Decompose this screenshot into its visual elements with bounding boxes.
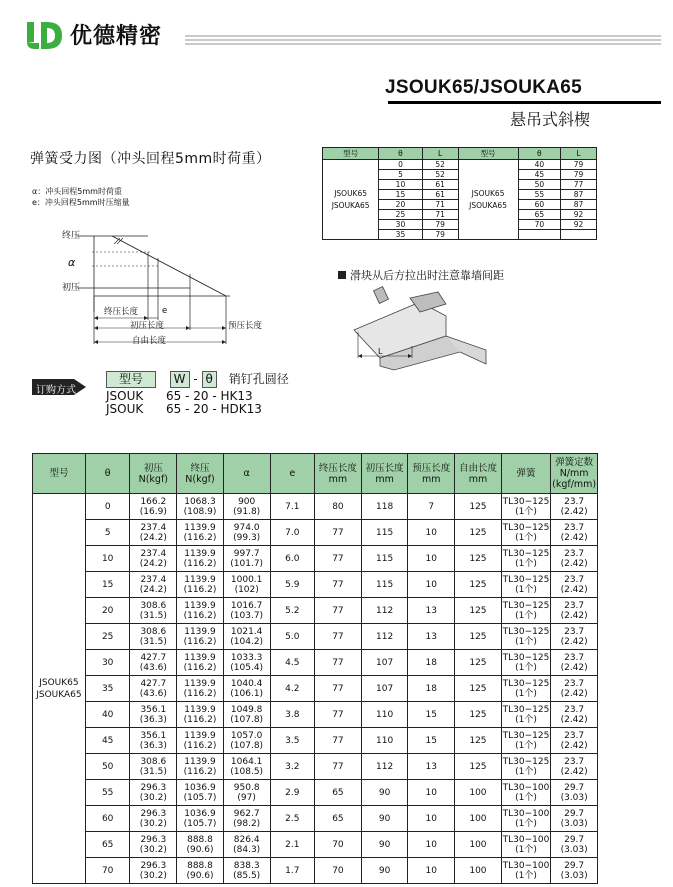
table-cell: 13 [408,624,455,650]
table-cell: 23.7 (2.42) [551,702,598,728]
model-cell: JSOUK65 JSOUKA65 [323,160,379,240]
legend-e: e：冲头回程5mm时压缩量 [32,198,130,207]
table-cell: 356.1 (36.3) [130,702,177,728]
table-cell: 90 [361,858,408,884]
table-cell: 35 [379,230,423,240]
table-cell: 40 [85,702,130,728]
table-cell: 308.6 (31.5) [130,754,177,780]
table-cell: 77 [561,180,597,190]
table-cell: 10 [408,832,455,858]
table-cell: 166.2 (16.9) [130,494,177,520]
spring-spec-table [32,453,598,884]
table-cell: 61 [422,190,458,200]
table-cell: 45 [518,170,561,180]
table-cell: 29.7 (3.03) [551,806,598,832]
table-cell: 900 (91.8) [223,494,270,520]
table-cell: TL30−125 (1个) [501,728,550,754]
table-cell: TL30−100 (1个) [501,832,550,858]
wall-clearance-note: 滑块从后方拉出时注意靠墙间距 [338,267,504,283]
angle-length-table [322,147,597,240]
table-cell: 23.7 (2.42) [551,624,598,650]
table-cell: 10 [408,572,455,598]
label-final-length: 终压长度 [104,307,139,317]
table-row [33,598,598,624]
table-cell: 100 [455,806,502,832]
table-cell: 10 [408,780,455,806]
table-cell: 65 [315,780,362,806]
column-header: 型号 [33,454,86,494]
table-cell: 826.4 (84.3) [223,832,270,858]
table-cell: 1033.3 (105.4) [223,650,270,676]
table-cell: 65 [85,832,130,858]
table-cell: 125 [455,546,502,572]
table-cell: 79 [561,170,597,180]
ordering-example: JSOUK 65 - 20 - HK13 [106,389,253,403]
table-cell: 308.6 (31.5) [130,624,177,650]
table-cell: 90 [361,780,408,806]
table-cell: 115 [361,546,408,572]
table-cell: 13 [408,598,455,624]
table-cell: 110 [361,728,408,754]
table-cell: 5 [379,170,423,180]
table-cell: 1.7 [270,858,315,884]
table-cell: 107 [361,676,408,702]
table-cell: 1139.9 (116.2) [177,702,224,728]
table-cell: TL30−125 (1个) [501,624,550,650]
table-row [33,754,598,780]
header-stripes [185,35,661,47]
table-row [33,728,598,754]
table-cell: 125 [455,702,502,728]
table-cell: 77 [315,676,362,702]
table-cell: 77 [315,520,362,546]
table-cell: 4.2 [270,676,315,702]
table-cell: 1036.9 (105.7) [177,806,224,832]
table-cell: 70 [315,832,362,858]
table-cell: 237.4 (24.2) [130,520,177,546]
col-model: 型号 [458,148,518,160]
table-cell: 79 [422,230,458,240]
table-row [33,806,598,832]
table-cell: 52 [422,170,458,180]
table-cell: 60 [85,806,130,832]
table-row [33,624,598,650]
table-cell: 79 [561,160,597,170]
ordering-code [106,370,289,416]
table-cell: 974.0 (99.3) [223,520,270,546]
table-cell: 1139.9 (116.2) [177,624,224,650]
table-cell: 65 [315,806,362,832]
table-cell: TL30−125 (1个) [501,676,550,702]
table-cell: 5 [85,520,130,546]
table-cell: 2.1 [270,832,315,858]
table-cell: 1139.9 (116.2) [177,676,224,702]
table-cell: TL30−100 (1个) [501,780,550,806]
table-cell: 23.7 (2.42) [551,598,598,624]
company-logo [27,20,63,50]
table-cell: 18 [408,650,455,676]
table-cell: 25 [85,624,130,650]
table-cell: 125 [455,598,502,624]
table-cell: TL30−125 (1个) [501,520,550,546]
table-cell: 125 [455,624,502,650]
table-cell: TL30−125 (1个) [501,650,550,676]
table-cell: 100 [455,780,502,806]
table-cell: 20 [379,200,423,210]
table-row [33,702,598,728]
table-cell: 237.4 (24.2) [130,546,177,572]
table-cell: 112 [361,598,408,624]
column-header: θ [85,454,130,494]
table-cell: 10 [379,180,423,190]
product-model-title: JSOUK65/JSOUKA65 [385,77,582,98]
title-underline [388,101,661,104]
table-cell: 950.8 (97) [223,780,270,806]
table-cell: 10 [408,858,455,884]
table-cell: 80 [315,494,362,520]
label-initial-pressure: 初压 [62,283,81,293]
table-cell: 90 [361,806,408,832]
table-cell: 888.8 (90.6) [177,858,224,884]
table-cell: 23.7 (2.42) [551,520,598,546]
legend-alpha: α：冲头回程5mm时荷重 [32,187,122,196]
table-cell: 23.7 (2.42) [551,728,598,754]
table-cell: 29.7 (3.03) [551,858,598,884]
table-cell: 23.7 (2.42) [551,676,598,702]
col-theta: θ [379,148,423,160]
table-cell: 15 [379,190,423,200]
table-cell: 296.3 (30.2) [130,832,177,858]
table-cell: 15 [408,702,455,728]
table-cell: 55 [518,190,561,200]
table-cell: 1139.9 (116.2) [177,598,224,624]
table-cell: 1139.9 (116.2) [177,728,224,754]
table-cell: 427.7 (43.6) [130,676,177,702]
table-cell: 87 [561,190,597,200]
table-cell: 6.0 [270,546,315,572]
table-cell: 29.7 (3.03) [551,832,598,858]
table-row [33,780,598,806]
model-cell: JSOUK65 JSOUKA65 [458,160,518,240]
table-cell: 79 [422,220,458,230]
dimension-l-label: L [378,347,383,356]
table-cell: 77 [315,546,362,572]
table-cell: 125 [455,754,502,780]
table-cell: 1049.8 (107.8) [223,702,270,728]
model-cell: JSOUK65 JSOUKA65 [33,494,86,884]
table-cell: 92 [561,210,597,220]
table-cell: 0 [85,494,130,520]
table-cell: 92 [561,220,597,230]
table-cell: 23.7 (2.42) [551,546,598,572]
table-cell: 10 [408,520,455,546]
column-header: 弹簧定数 N/mm (kgf/mm) [551,454,598,494]
table-cell: 125 [455,728,502,754]
column-header: 终压长度 mm [315,454,362,494]
table-cell: 25 [379,210,423,220]
table-cell: 29.7 (3.03) [551,780,598,806]
table-cell: 65 [518,210,561,220]
table-cell: 118 [361,494,408,520]
table-cell: 1021.4 (104.2) [223,624,270,650]
table-cell: 296.3 (30.2) [130,806,177,832]
ordering-example: JSOUK 65 - 20 - HDK13 [106,402,262,416]
table-cell: 237.4 (24.2) [130,572,177,598]
table-cell: 308.6 (31.5) [130,598,177,624]
table-cell: 70 [85,858,130,884]
table-cell: 1036.9 (105.7) [177,780,224,806]
table-cell: 112 [361,754,408,780]
table-row [33,494,598,520]
table-cell: TL30−125 (1个) [501,546,550,572]
table-cell: 110 [361,702,408,728]
table-cell: 77 [315,572,362,598]
table-cell [561,230,597,240]
model-chip: 型号 [106,371,156,388]
table-cell: 296.3 (30.2) [130,780,177,806]
table-cell: 1139.9 (116.2) [177,546,224,572]
table-cell: 838.3 (85.5) [223,858,270,884]
table-cell: 112 [361,624,408,650]
table-cell: 61 [422,180,458,190]
label-final-pressure: 终压 [62,231,81,241]
col-theta: θ [518,148,561,160]
table-cell: 23.7 (2.42) [551,572,598,598]
table-row [33,650,598,676]
table-cell: 962.7 (98.2) [223,806,270,832]
table-cell: 1040.4 (106.1) [223,676,270,702]
table-cell: 50 [518,180,561,190]
table-cell: 1000.1 (102) [223,572,270,598]
table-cell: TL30−100 (1个) [501,858,550,884]
table-cell: 71 [422,210,458,220]
table-cell: 45 [85,728,130,754]
table-cell: 71 [422,200,458,210]
table-cell: 1057.0 (107.8) [223,728,270,754]
table-row [33,676,598,702]
table-cell: 4.5 [270,650,315,676]
table-cell: 5.2 [270,598,315,624]
table-cell: TL30−100 (1个) [501,806,550,832]
table-cell: 77 [315,650,362,676]
table-cell: 20 [85,598,130,624]
table-cell: 997.7 (101.7) [223,546,270,572]
table-cell: 427.7 (43.6) [130,650,177,676]
column-header: 终压 N(kgf) [177,454,224,494]
table-cell: 107 [361,650,408,676]
table-cell: 7.1 [270,494,315,520]
table-cell: 125 [455,520,502,546]
table-cell: 10 [408,806,455,832]
table-cell: 18 [408,676,455,702]
table-cell: 77 [315,624,362,650]
table-cell: 55 [85,780,130,806]
col-model: 型号 [323,148,379,160]
table-cell: 23.7 (2.42) [551,754,598,780]
code-dash: - [193,372,198,386]
table-cell: 3.8 [270,702,315,728]
table-cell: 115 [361,572,408,598]
ordering-badge-label: 订购方式 [36,385,76,396]
table-cell: 23.7 (2.42) [551,650,598,676]
cam-slide-sketch [350,286,490,376]
table-cell: 30 [379,220,423,230]
table-cell: 5.9 [270,572,315,598]
column-header: 预压长度 mm [408,454,455,494]
table-row [33,832,598,858]
table-cell: 3.2 [270,754,315,780]
table-cell: 10 [85,546,130,572]
table-cell: 50 [85,754,130,780]
table-cell: 77 [315,754,362,780]
table-cell: 90 [361,832,408,858]
table-cell: 70 [315,858,362,884]
table-cell: 0 [379,160,423,170]
table-cell: 125 [455,650,502,676]
column-header: 初压 N(kgf) [130,454,177,494]
bullet-square-icon [338,271,346,279]
table-cell: 1139.9 (116.2) [177,572,224,598]
table-cell: 125 [455,494,502,520]
table-cell: 52 [422,160,458,170]
table-cell: 35 [85,676,130,702]
table-row [323,160,597,170]
table-cell: 100 [455,858,502,884]
label-preload-length: 预压长度 [228,321,263,331]
table-cell: 60 [518,200,561,210]
label-e: e [162,306,168,316]
table-cell: 77 [315,702,362,728]
table-cell: 2.9 [270,780,315,806]
table-row [33,572,598,598]
table-cell: 125 [455,676,502,702]
table-cell: 7.0 [270,520,315,546]
table-cell: 77 [315,598,362,624]
column-header: 初压长度 mm [361,454,408,494]
table-cell: 5.0 [270,624,315,650]
column-header: e [270,454,315,494]
table-row [33,858,598,884]
column-header: α [223,454,270,494]
table-cell: 888.8 (90.6) [177,832,224,858]
table-cell: 1016.7 (103.7) [223,598,270,624]
table-cell: 296.3 (30.2) [130,858,177,884]
column-header: 弹簧 [501,454,550,494]
diagram-legend [32,186,130,208]
table-cell [518,230,561,240]
table-cell: 15 [85,572,130,598]
table-cell: 23.7 (2.42) [551,494,598,520]
table-cell: 3.5 [270,728,315,754]
table-cell: 13 [408,754,455,780]
table-cell: 1068.3 (108.9) [177,494,224,520]
table-cell: TL30−125 (1个) [501,598,550,624]
table-cell: 70 [518,220,561,230]
table-cell: 40 [518,160,561,170]
pin-hole-label: 销钉孔圆径 [228,372,289,386]
table-cell: TL30−125 (1个) [501,754,550,780]
table-cell: 1064.1 (108.5) [223,754,270,780]
table-cell: 1139.9 (116.2) [177,650,224,676]
table-cell: 30 [85,650,130,676]
table-cell: TL30−125 (1个) [501,572,550,598]
table-cell: 7 [408,494,455,520]
label-free-length: 自由长度 [132,336,167,346]
table-cell: 125 [455,572,502,598]
column-header: 自由长度 mm [455,454,502,494]
table-cell: 1139.9 (116.2) [177,754,224,780]
table-cell: TL30−125 (1个) [501,494,550,520]
table-cell: 87 [561,200,597,210]
table-cell: 2.5 [270,806,315,832]
product-subtitle: 悬吊式斜楔 [510,110,591,129]
col-l: L [422,148,458,160]
table-cell: 115 [361,520,408,546]
table-cell: TL30−125 (1个) [501,702,550,728]
spring-diagram-title: 弹簧受力图（冲头回程5mm时荷重） [30,151,271,167]
label-alpha: α [68,256,76,269]
table-row [33,520,598,546]
w-chip: W [170,371,190,388]
label-initial-length: 初压长度 [130,321,165,331]
brand-name: 优德精密 [70,24,163,49]
theta-chip: θ [202,371,217,388]
table-cell: 100 [455,832,502,858]
table-cell: 10 [408,546,455,572]
table-cell: 77 [315,728,362,754]
table-cell: 356.1 (36.3) [130,728,177,754]
table-cell: 1139.9 (116.2) [177,520,224,546]
table-cell: 15 [408,728,455,754]
table-row [33,546,598,572]
col-l: L [561,148,597,160]
